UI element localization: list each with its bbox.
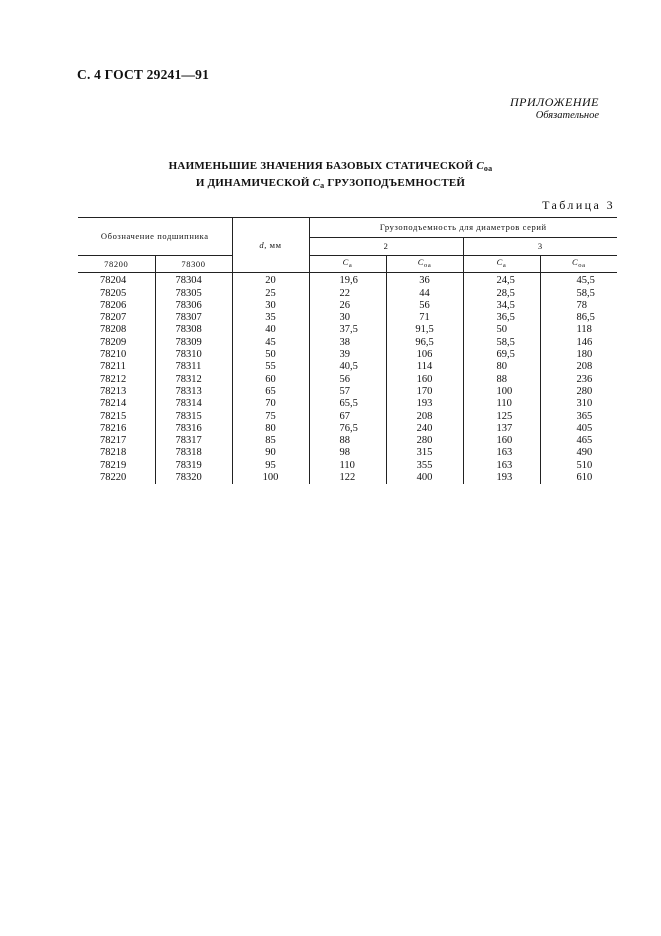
cell-78200: 78210 bbox=[78, 349, 155, 361]
table-row bbox=[78, 300, 617, 312]
cell-coa-series-2: 315 bbox=[386, 447, 463, 459]
cell-coa-series-2: 96,5 bbox=[386, 337, 463, 349]
table-row bbox=[78, 337, 617, 349]
header-ca-series-2 bbox=[309, 256, 386, 273]
document-title-line-1 bbox=[0, 159, 661, 176]
cell-coa-series-2: 44 bbox=[386, 288, 463, 300]
cell-ca-series-2: 122 bbox=[309, 472, 386, 484]
cell-78200: 78208 bbox=[78, 324, 155, 336]
cell-coa-series-3: 490 bbox=[576, 447, 593, 459]
cell-ca-series-3: 36,5 bbox=[463, 312, 540, 324]
cell-78300: 78316 bbox=[155, 423, 232, 435]
cell-d: 70 bbox=[232, 398, 309, 410]
cell-78200: 78211 bbox=[78, 361, 155, 373]
cell-d: 40 bbox=[232, 324, 309, 336]
cell-d: 75 bbox=[232, 411, 309, 423]
cell-ca-series-2: 37,5 bbox=[309, 324, 386, 336]
cell-d: 45 bbox=[232, 337, 309, 349]
cell-coa-series-2: 240 bbox=[386, 423, 463, 435]
table-row bbox=[78, 460, 617, 472]
cell-78200: 78204 bbox=[78, 273, 155, 288]
cell-78300: 78313 bbox=[155, 386, 232, 398]
cell-78200: 78212 bbox=[78, 374, 155, 386]
cell-ca-series-2: 98 bbox=[309, 447, 386, 459]
header-designation: Обозначение подшипника bbox=[78, 218, 232, 256]
cell-78300: 78320 bbox=[155, 472, 232, 484]
cell-78200: 78209 bbox=[78, 337, 155, 349]
header-d-symbol: d bbox=[259, 240, 265, 250]
cell-coa-series-3: 465 bbox=[576, 435, 593, 447]
table-row bbox=[78, 411, 617, 423]
cell-78200: 78206 bbox=[78, 300, 155, 312]
cell-78300: 78317 bbox=[155, 435, 232, 447]
cell-78200: 78214 bbox=[78, 398, 155, 410]
cell-coa-series-2: 355 bbox=[386, 460, 463, 472]
cell-78200: 78207 bbox=[78, 312, 155, 324]
table-label: Таблица 3 bbox=[542, 198, 615, 212]
cell-d: 20 bbox=[232, 273, 309, 288]
ca3-subscript: a bbox=[502, 262, 507, 269]
cell-d: 95 bbox=[232, 460, 309, 472]
cell-78200: 78213 bbox=[78, 386, 155, 398]
document-title bbox=[0, 159, 661, 193]
cell-coa-series-2: 208 bbox=[386, 411, 463, 423]
title-line2-text-a: И ДИНАМИЧЕСКОЙ bbox=[195, 177, 310, 189]
cell-ca-series-2: 67 bbox=[309, 411, 386, 423]
appendix-label bbox=[510, 96, 599, 122]
cell-ca-series-3: 28,5 bbox=[463, 288, 540, 300]
cell-78300: 78311 bbox=[155, 361, 232, 373]
cell-78200: 78220 bbox=[78, 472, 155, 484]
coa2-symbol: C bbox=[417, 257, 424, 267]
title-line2-text-b: ГРУЗОПОДЪЕМНОСТЕЙ bbox=[327, 177, 466, 189]
cell-ca-series-3: 34,5 bbox=[463, 300, 540, 312]
cell-coa-series-3: 610 bbox=[576, 472, 593, 484]
table-row bbox=[78, 324, 617, 336]
cell-ca-series-3: 163 bbox=[463, 460, 540, 472]
table-row bbox=[78, 374, 617, 386]
cell-coa-series-3: 86,5 bbox=[576, 312, 595, 324]
table-row bbox=[78, 312, 617, 324]
cell-d: 25 bbox=[232, 288, 309, 300]
cell-78300: 78315 bbox=[155, 411, 232, 423]
cell-coa-series-3: 118 bbox=[576, 324, 592, 336]
cell-coa-series-2: 91,5 bbox=[386, 324, 463, 336]
title-static-capacity-symbol: C bbox=[476, 160, 484, 172]
table-row bbox=[78, 386, 617, 398]
cell-d: 100 bbox=[232, 472, 309, 484]
cell-coa-series-3: 365 bbox=[576, 410, 593, 422]
cell-coa-series-3: 146 bbox=[576, 336, 593, 348]
cell-ca-series-2: 30 bbox=[309, 312, 386, 324]
table-row bbox=[78, 273, 617, 288]
cell-78300: 78312 bbox=[155, 374, 232, 386]
cell-ca-series-2: 39 bbox=[309, 349, 386, 361]
header-coa-series-3 bbox=[540, 256, 617, 273]
cell-78300: 78319 bbox=[155, 460, 232, 472]
table-container bbox=[78, 217, 617, 484]
cell-d: 35 bbox=[232, 312, 309, 324]
cell-coa-series-3: 510 bbox=[576, 459, 593, 471]
cell-coa-series-2: 71 bbox=[386, 312, 463, 324]
cell-coa-series-2: 160 bbox=[386, 374, 463, 386]
cell-coa-series-3: 280 bbox=[576, 385, 593, 397]
header-d bbox=[232, 218, 309, 273]
cell-coa-series-3: 58,5 bbox=[576, 287, 595, 299]
coa3-subscript: oa bbox=[578, 262, 586, 269]
cell-ca-series-2: 65,5 bbox=[309, 398, 386, 410]
coa3-symbol: C bbox=[571, 257, 579, 267]
cell-d: 60 bbox=[232, 374, 309, 386]
cell-d: 50 bbox=[232, 349, 309, 361]
table-row bbox=[78, 447, 617, 459]
cell-coa-series-3: 208 bbox=[576, 361, 593, 373]
cell-78300: 78308 bbox=[155, 324, 232, 336]
cell-78300: 78304 bbox=[155, 273, 232, 288]
header-d-unit: , мм bbox=[264, 240, 282, 250]
cell-ca-series-3: 24,5 bbox=[463, 273, 540, 288]
table-row bbox=[78, 349, 617, 361]
title-line1-text: НАИМЕНЬШИЕ ЗНАЧЕНИЯ БАЗОВЫХ СТАТИЧЕСКОЙ bbox=[168, 160, 474, 172]
coa2-subscript: oa bbox=[423, 262, 432, 269]
table-row bbox=[78, 288, 617, 300]
header-ca-series-3 bbox=[463, 256, 540, 273]
cell-coa-series-2: 280 bbox=[386, 435, 463, 447]
table-row bbox=[78, 398, 617, 410]
cell-d: 80 bbox=[232, 423, 309, 435]
appendix-title: ПРИЛОЖЕНИЕ bbox=[510, 95, 599, 109]
header-series-3: 3 bbox=[463, 238, 617, 256]
table-header bbox=[78, 218, 617, 273]
appendix-subtitle: Обязательное bbox=[535, 110, 599, 121]
cell-78200: 78205 bbox=[78, 288, 155, 300]
cell-d: 65 bbox=[232, 386, 309, 398]
header-capacity: Грузоподъемность для диаметров серий bbox=[309, 218, 617, 238]
cell-coa-series-2: 106 bbox=[386, 349, 463, 361]
cell-coa-series-2: 114 bbox=[386, 361, 463, 373]
cell-ca-series-2: 22 bbox=[309, 288, 386, 300]
cell-ca-series-2: 76,5 bbox=[309, 423, 386, 435]
cell-ca-series-3: 160 bbox=[463, 435, 540, 447]
cell-ca-series-3: 193 bbox=[463, 472, 540, 484]
cell-d: 90 bbox=[232, 447, 309, 459]
cell-coa-series-3: 78 bbox=[576, 299, 588, 311]
cell-coa-series-3: 180 bbox=[576, 349, 593, 361]
table-row bbox=[78, 435, 617, 447]
ca3-symbol: C bbox=[496, 257, 503, 267]
cell-78300: 78305 bbox=[155, 288, 232, 300]
cell-coa-series-2: 56 bbox=[386, 300, 463, 312]
cell-ca-series-2: 88 bbox=[309, 435, 386, 447]
cell-78300: 78318 bbox=[155, 447, 232, 459]
cell-ca-series-3: 88 bbox=[463, 374, 540, 386]
cell-coa-series-3: 405 bbox=[576, 422, 593, 434]
cell-coa-series-3: 310 bbox=[576, 398, 593, 410]
cell-d: 85 bbox=[232, 435, 309, 447]
header-series-2: 2 bbox=[309, 238, 463, 256]
cell-coa-series-3: 45,5 bbox=[576, 275, 595, 287]
header-78300: 78300 bbox=[155, 256, 232, 273]
cell-78200: 78216 bbox=[78, 423, 155, 435]
cell-ca-series-2: 19,6 bbox=[309, 273, 386, 288]
cell-ca-series-3: 125 bbox=[463, 411, 540, 423]
header-coa-series-2 bbox=[386, 256, 463, 273]
cell-coa-series-2: 193 bbox=[386, 398, 463, 410]
cell-ca-series-3: 163 bbox=[463, 447, 540, 459]
cell-78200: 78219 bbox=[78, 460, 155, 472]
table-body bbox=[78, 273, 617, 485]
title-static-capacity-subscript: oa bbox=[483, 164, 493, 173]
cell-78300: 78306 bbox=[155, 300, 232, 312]
document-title-line-2 bbox=[0, 176, 661, 193]
title-dynamic-capacity-symbol: C bbox=[312, 177, 321, 189]
cell-ca-series-3: 100 bbox=[463, 386, 540, 398]
title-dynamic-capacity-subscript: a bbox=[320, 181, 325, 190]
cell-78300: 78310 bbox=[155, 349, 232, 361]
cell-coa-series-3: 236 bbox=[576, 373, 593, 385]
cell-ca-series-2: 56 bbox=[309, 374, 386, 386]
cell-ca-series-2: 26 bbox=[309, 300, 386, 312]
cell-coa-series-2: 400 bbox=[386, 472, 463, 484]
header-78200: 78200 bbox=[78, 256, 155, 273]
cell-ca-series-2: 57 bbox=[309, 386, 386, 398]
cell-78200: 78217 bbox=[78, 435, 155, 447]
cell-ca-series-3: 69,5 bbox=[463, 349, 540, 361]
cell-ca-series-2: 38 bbox=[309, 337, 386, 349]
cell-ca-series-3: 137 bbox=[463, 423, 540, 435]
cell-78200: 78218 bbox=[78, 447, 155, 459]
cell-ca-series-2: 40,5 bbox=[309, 361, 386, 373]
cell-ca-series-3: 58,5 bbox=[463, 337, 540, 349]
ca2-subscript: a bbox=[348, 262, 353, 269]
table-row bbox=[78, 361, 617, 373]
cell-78300: 78307 bbox=[155, 312, 232, 324]
cell-ca-series-3: 110 bbox=[463, 398, 540, 410]
cell-d: 30 bbox=[232, 300, 309, 312]
cell-ca-series-2: 110 bbox=[309, 460, 386, 472]
table-row bbox=[78, 423, 617, 435]
table-row bbox=[78, 472, 617, 484]
cell-coa-series-2: 36 bbox=[386, 273, 463, 288]
cell-d: 55 bbox=[232, 361, 309, 373]
cell-coa-series-2: 170 bbox=[386, 386, 463, 398]
load-capacity-table bbox=[78, 217, 617, 484]
cell-ca-series-3: 50 bbox=[463, 324, 540, 336]
cell-78300: 78314 bbox=[155, 398, 232, 410]
page-header: С. 4 ГОСТ 29241—91 bbox=[77, 67, 210, 82]
cell-ca-series-3: 80 bbox=[463, 361, 540, 373]
cell-78200: 78215 bbox=[78, 411, 155, 423]
cell-78300: 78309 bbox=[155, 337, 232, 349]
ca2-symbol: C bbox=[342, 257, 349, 267]
